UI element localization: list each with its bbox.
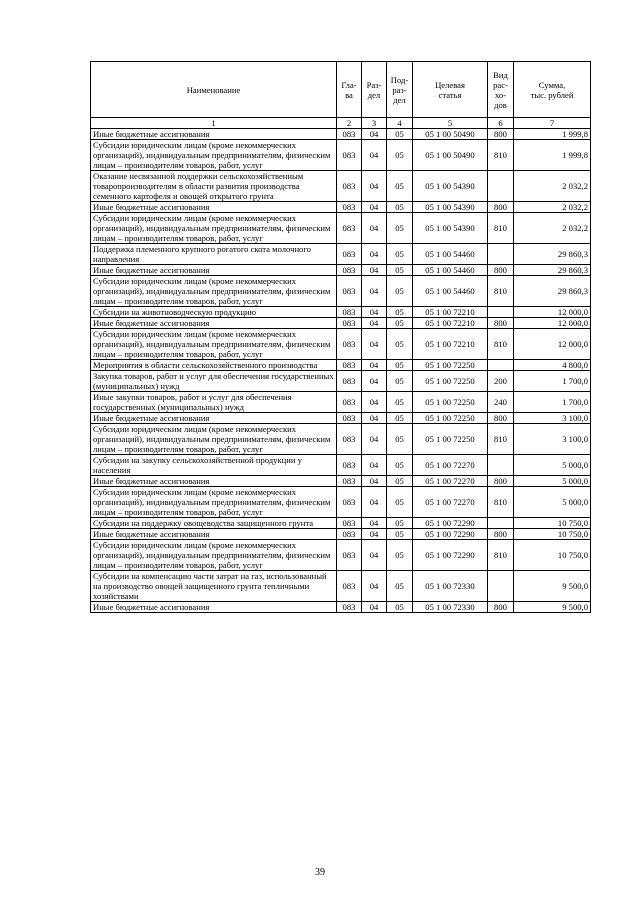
cell-sum: 1 999,8 xyxy=(514,129,591,140)
cell-podrazdel: 05 xyxy=(387,307,413,318)
cell-glava: 083 xyxy=(337,129,362,140)
cell-glava: 083 xyxy=(337,571,362,602)
cell-target: 05 1 00 72290 xyxy=(413,529,488,540)
cell-sum: 29 860,3 xyxy=(514,265,591,276)
cell-name: Иные бюджетные ассигнования xyxy=(91,529,337,540)
table-row xyxy=(91,265,591,276)
cell-name: Субсидии юридическим лицам (кроме некоммерческих организаций), индивидуальным предпринимателям, физическим лицам – производителям товаров, работ, услуг xyxy=(91,329,337,360)
cell-sum: 29 860,3 xyxy=(514,276,591,307)
cell-vid xyxy=(488,455,514,476)
cell-podrazdel: 05 xyxy=(387,265,413,276)
cell-glava: 083 xyxy=(337,265,362,276)
cell-sum: 5 000,0 xyxy=(514,455,591,476)
cell-vid xyxy=(488,571,514,602)
cell-glava: 083 xyxy=(337,140,362,171)
table-row xyxy=(91,129,591,140)
cell-target: 05 1 00 72250 xyxy=(413,392,488,413)
cell-target: 05 1 00 72250 xyxy=(413,424,488,455)
cell-name: Иные бюджетные ассигнования xyxy=(91,265,337,276)
cell-sum: 10 750,0 xyxy=(514,529,591,540)
cell-razdel: 04 xyxy=(362,276,387,307)
header-sum: Сумма, тыс. рублей xyxy=(514,62,591,118)
cell-sum: 10 750,0 xyxy=(514,540,591,571)
cell-glava: 083 xyxy=(337,318,362,329)
cell-name: Субсидии юридическим лицам (кроме некоммерческих организаций), индивидуальным предпринимателям, физическим лицам – производителям товаров, работ, услуг xyxy=(91,540,337,571)
cell-vid: 800 xyxy=(488,318,514,329)
cell-glava: 083 xyxy=(337,518,362,529)
cell-name: Субсидии на животноводческую продукцию xyxy=(91,307,337,318)
table-row xyxy=(91,424,591,455)
cell-name: Иные бюджетные ассигнования xyxy=(91,202,337,213)
cell-razdel: 04 xyxy=(362,392,387,413)
col-number: 4 xyxy=(387,118,413,129)
cell-razdel: 04 xyxy=(362,518,387,529)
cell-podrazdel: 05 xyxy=(387,424,413,455)
cell-target: 05 1 00 72250 xyxy=(413,371,488,392)
header-razdel: Раз- дел xyxy=(362,62,387,118)
cell-target: 05 1 00 54460 xyxy=(413,265,488,276)
cell-razdel: 04 xyxy=(362,213,387,244)
table-row xyxy=(91,455,591,476)
cell-razdel: 04 xyxy=(362,307,387,318)
cell-sum: 2 032,2 xyxy=(514,171,591,202)
cell-glava: 083 xyxy=(337,244,362,265)
cell-name: Иные бюджетные ассигнования xyxy=(91,476,337,487)
cell-sum: 1 999,8 xyxy=(514,140,591,171)
cell-glava: 083 xyxy=(337,602,362,613)
cell-glava: 083 xyxy=(337,202,362,213)
cell-razdel: 04 xyxy=(362,571,387,602)
table-row xyxy=(91,202,591,213)
cell-razdel: 04 xyxy=(362,602,387,613)
header-row xyxy=(91,62,591,118)
cell-sum: 12 000,0 xyxy=(514,307,591,318)
header-target: Целевая статья xyxy=(413,62,488,118)
table-row xyxy=(91,529,591,540)
cell-target: 05 1 00 72210 xyxy=(413,307,488,318)
cell-podrazdel: 05 xyxy=(387,202,413,213)
cell-razdel: 04 xyxy=(362,329,387,360)
cell-glava: 083 xyxy=(337,455,362,476)
cell-vid: 800 xyxy=(488,202,514,213)
cell-vid: 810 xyxy=(488,276,514,307)
cell-vid xyxy=(488,171,514,202)
cell-glava: 083 xyxy=(337,487,362,518)
cell-razdel: 04 xyxy=(362,129,387,140)
cell-vid xyxy=(488,244,514,265)
header-name: Наименование xyxy=(91,62,337,118)
cell-target: 05 1 00 72250 xyxy=(413,360,488,371)
cell-sum: 5 000,0 xyxy=(514,487,591,518)
table-row xyxy=(91,244,591,265)
cell-target: 05 1 00 72290 xyxy=(413,540,488,571)
cell-glava: 083 xyxy=(337,392,362,413)
cell-vid xyxy=(488,360,514,371)
table-row xyxy=(91,602,591,613)
cell-name: Субсидии юридическим лицам (кроме некоммерческих организаций), индивидуальным предпринимателям, физическим лицам – производителям товаров, работ, услуг xyxy=(91,276,337,307)
table-row xyxy=(91,276,591,307)
header-vid: Вид рас- хо- дов xyxy=(488,62,514,118)
cell-podrazdel: 05 xyxy=(387,540,413,571)
table-row xyxy=(91,392,591,413)
table-row xyxy=(91,307,591,318)
cell-target: 05 1 00 54460 xyxy=(413,244,488,265)
cell-vid: 810 xyxy=(488,540,514,571)
cell-name: Субсидии на закупку сельскохозяйственной продукции у населения xyxy=(91,455,337,476)
cell-glava: 083 xyxy=(337,371,362,392)
cell-razdel: 04 xyxy=(362,265,387,276)
cell-glava: 083 xyxy=(337,276,362,307)
cell-razdel: 04 xyxy=(362,244,387,265)
cell-podrazdel: 05 xyxy=(387,518,413,529)
cell-name: Закупка товаров, работ и услуг для обеспечения государственных (муниципальных) нужд xyxy=(91,371,337,392)
cell-sum: 29 860,3 xyxy=(514,244,591,265)
cell-podrazdel: 05 xyxy=(387,329,413,360)
cell-podrazdel: 05 xyxy=(387,529,413,540)
cell-vid: 810 xyxy=(488,487,514,518)
cell-vid: 240 xyxy=(488,392,514,413)
col-number: 3 xyxy=(362,118,387,129)
cell-sum: 10 750,0 xyxy=(514,518,591,529)
cell-name: Иные бюджетные ассигнования xyxy=(91,602,337,613)
cell-target: 05 1 00 72330 xyxy=(413,571,488,602)
cell-sum: 4 800,0 xyxy=(514,360,591,371)
cell-glava: 083 xyxy=(337,307,362,318)
cell-razdel: 04 xyxy=(362,171,387,202)
cell-glava: 083 xyxy=(337,424,362,455)
cell-podrazdel: 05 xyxy=(387,487,413,518)
table-row xyxy=(91,140,591,171)
cell-sum: 12 000,0 xyxy=(514,318,591,329)
table-row xyxy=(91,487,591,518)
cell-target: 05 1 00 72270 xyxy=(413,455,488,476)
cell-target: 05 1 00 72270 xyxy=(413,487,488,518)
cell-razdel: 04 xyxy=(362,413,387,424)
table-row xyxy=(91,318,591,329)
budget-table xyxy=(90,61,591,613)
cell-razdel: 04 xyxy=(362,424,387,455)
cell-podrazdel: 05 xyxy=(387,455,413,476)
cell-vid: 800 xyxy=(488,265,514,276)
cell-name: Иные бюджетные ассигнования xyxy=(91,318,337,329)
cell-vid xyxy=(488,518,514,529)
cell-podrazdel: 05 xyxy=(387,171,413,202)
cell-target: 05 1 00 50490 xyxy=(413,140,488,171)
col-number: 2 xyxy=(337,118,362,129)
cell-name: Иные бюджетные ассигнования xyxy=(91,129,337,140)
cell-sum: 5 000,0 xyxy=(514,476,591,487)
cell-name: Иные бюджетные ассигнования xyxy=(91,413,337,424)
cell-target: 05 1 00 50490 xyxy=(413,129,488,140)
cell-podrazdel: 05 xyxy=(387,276,413,307)
cell-razdel: 04 xyxy=(362,140,387,171)
cell-target: 05 1 00 72330 xyxy=(413,602,488,613)
cell-target: 05 1 00 72210 xyxy=(413,318,488,329)
cell-podrazdel: 05 xyxy=(387,244,413,265)
cell-sum: 1 700,0 xyxy=(514,371,591,392)
cell-razdel: 04 xyxy=(362,455,387,476)
cell-sum: 2 032,2 xyxy=(514,202,591,213)
table-row xyxy=(91,571,591,602)
table-row xyxy=(91,476,591,487)
cell-razdel: 04 xyxy=(362,318,387,329)
table-row xyxy=(91,371,591,392)
cell-podrazdel: 05 xyxy=(387,571,413,602)
cell-podrazdel: 05 xyxy=(387,392,413,413)
table-row xyxy=(91,213,591,244)
cell-podrazdel: 05 xyxy=(387,140,413,171)
table-row xyxy=(91,540,591,571)
col-number: 1 xyxy=(91,118,337,129)
cell-razdel: 04 xyxy=(362,540,387,571)
table-row xyxy=(91,413,591,424)
cell-target: 05 1 00 72270 xyxy=(413,476,488,487)
cell-target: 05 1 00 72210 xyxy=(413,329,488,360)
cell-glava: 083 xyxy=(337,171,362,202)
cell-podrazdel: 05 xyxy=(387,213,413,244)
cell-name: Субсидии юридическим лицам (кроме некоммерческих организаций), индивидуальным предпринимателям, физическим лицам – производителям товаров, работ, услуг xyxy=(91,213,337,244)
cell-name: Субсидии юридическим лицам (кроме некоммерческих организаций), индивидуальным предпринимателям, физическим лицам – производителям товаров, работ, услуг xyxy=(91,424,337,455)
cell-razdel: 04 xyxy=(362,529,387,540)
cell-target: 05 1 00 54390 xyxy=(413,213,488,244)
cell-name: Оказание несвязанной поддержки сельскохозяйственным товаропроизводителям в области развития производства семенного картофеля и овощей открытого грунта xyxy=(91,171,337,202)
cell-razdel: 04 xyxy=(362,476,387,487)
cell-razdel: 04 xyxy=(362,487,387,518)
cell-sum: 1 700,0 xyxy=(514,392,591,413)
cell-vid: 800 xyxy=(488,529,514,540)
cell-sum: 2 032,2 xyxy=(514,213,591,244)
cell-podrazdel: 05 xyxy=(387,371,413,392)
cell-podrazdel: 05 xyxy=(387,360,413,371)
cell-razdel: 04 xyxy=(362,371,387,392)
cell-vid: 810 xyxy=(488,329,514,360)
cell-vid: 800 xyxy=(488,476,514,487)
cell-target: 05 1 00 54390 xyxy=(413,171,488,202)
col-number: 5 xyxy=(413,118,488,129)
cell-vid: 800 xyxy=(488,129,514,140)
cell-vid: 810 xyxy=(488,424,514,455)
cell-sum: 12 000,0 xyxy=(514,329,591,360)
cell-target: 05 1 00 54460 xyxy=(413,276,488,307)
cell-glava: 083 xyxy=(337,213,362,244)
cell-sum: 9 500,0 xyxy=(514,602,591,613)
col-number: 7 xyxy=(514,118,591,129)
cell-glava: 083 xyxy=(337,529,362,540)
cell-name: Субсидии юридическим лицам (кроме некоммерческих организаций), индивидуальным предпринимателям, физическим лицам – производителям товаров, работ, услуг xyxy=(91,487,337,518)
cell-target: 05 1 00 72250 xyxy=(413,413,488,424)
cell-name: Субсидии на поддержку овощеводства защищенного грунта xyxy=(91,518,337,529)
table-row xyxy=(91,518,591,529)
cell-razdel: 04 xyxy=(362,360,387,371)
cell-vid: 200 xyxy=(488,371,514,392)
cell-glava: 083 xyxy=(337,360,362,371)
cell-name: Иные закупки товаров, работ и услуг для обеспечения государственных (муниципальных) нужд xyxy=(91,392,337,413)
col-number: 6 xyxy=(488,118,514,129)
cell-target: 05 1 00 54390 xyxy=(413,202,488,213)
page-number: 39 xyxy=(315,867,325,878)
cell-podrazdel: 05 xyxy=(387,318,413,329)
cell-sum: 3 100,0 xyxy=(514,424,591,455)
cell-glava: 083 xyxy=(337,540,362,571)
table-row xyxy=(91,360,591,371)
cell-sum: 9 500,0 xyxy=(514,571,591,602)
cell-podrazdel: 05 xyxy=(387,476,413,487)
cell-razdel: 04 xyxy=(362,202,387,213)
cell-podrazdel: 05 xyxy=(387,602,413,613)
column-number-row xyxy=(91,118,591,129)
cell-vid: 810 xyxy=(488,140,514,171)
table-row xyxy=(91,171,591,202)
cell-sum: 3 100,0 xyxy=(514,413,591,424)
cell-vid: 810 xyxy=(488,213,514,244)
cell-glava: 083 xyxy=(337,476,362,487)
cell-podrazdel: 05 xyxy=(387,413,413,424)
cell-name: Субсидии юридическим лицам (кроме некоммерческих организаций), индивидуальным предпринимателям, физическим лицам – производителям товаров, работ, услуг xyxy=(91,140,337,171)
header-glava: Гла- ва xyxy=(337,62,362,118)
cell-name: Поддержка племенного крупного рогатого скота молочного направления xyxy=(91,244,337,265)
cell-name: Субсидии на компенсацию части затрат на газ, использованный на производство овощей защищенного грунта тепличными хозяйствами xyxy=(91,571,337,602)
cell-glava: 083 xyxy=(337,329,362,360)
cell-target: 05 1 00 72290 xyxy=(413,518,488,529)
cell-vid xyxy=(488,307,514,318)
cell-name: Мероприятия в области сельскохозяйственного производства xyxy=(91,360,337,371)
cell-glava: 083 xyxy=(337,413,362,424)
cell-podrazdel: 05 xyxy=(387,129,413,140)
cell-vid: 800 xyxy=(488,413,514,424)
cell-vid: 800 xyxy=(488,602,514,613)
table-row xyxy=(91,329,591,360)
header-podrazdel: Под- раз- дел xyxy=(387,62,413,118)
